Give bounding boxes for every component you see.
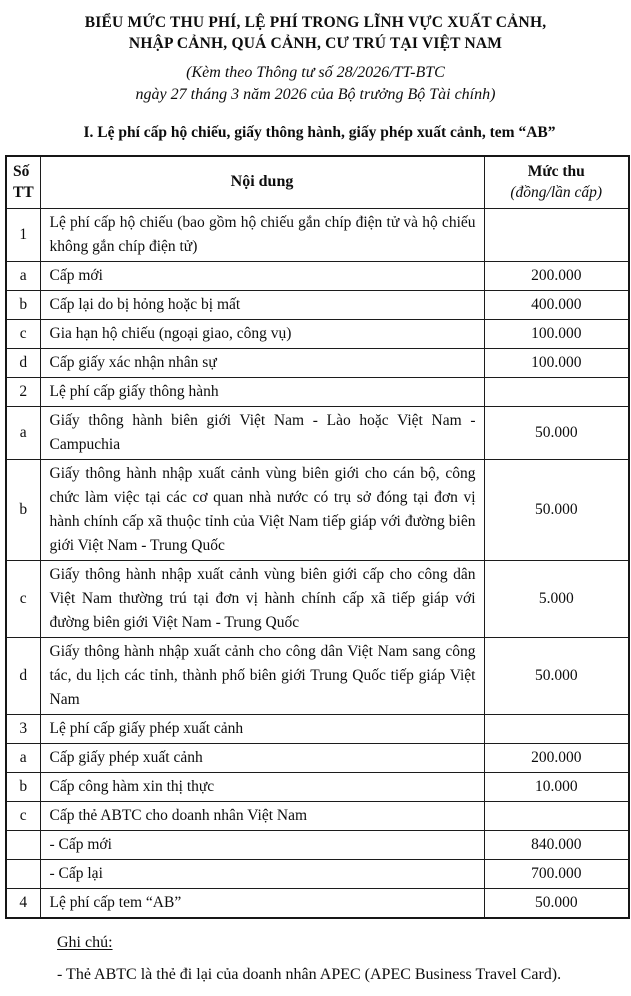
section-heading: I. Lệ phí cấp hộ chiếu, giấy thông hành, giấy phép xuất cảnh, tem “AB” bbox=[83, 124, 556, 141]
row-content: Cấp thẻ ABTC cho doanh nhân Việt Nam bbox=[40, 801, 484, 830]
row-fee: 100.000 bbox=[484, 348, 629, 377]
row-fee: 200.000 bbox=[484, 743, 629, 772]
table-row bbox=[6, 859, 629, 888]
document-title-line1: BIỂU MỨC THU PHÍ, LỆ PHÍ TRONG LĨNH VỰC XUẤT CẢNH, bbox=[84, 14, 547, 31]
row-content: Cấp lại do bị hỏng hoặc bị mất bbox=[40, 290, 484, 319]
table-row bbox=[6, 406, 629, 459]
row-stt: c bbox=[6, 801, 40, 830]
fee-table-body bbox=[6, 208, 629, 918]
column-header-content: Nội dung bbox=[40, 156, 484, 208]
row-stt: d bbox=[6, 348, 40, 377]
row-content: - Cấp lại bbox=[40, 859, 484, 888]
table-row bbox=[6, 208, 629, 261]
header-row bbox=[6, 156, 629, 208]
note-abtc: - Thẻ ABTC là thẻ đi lại của doanh nhân APEC (APEC Business Travel Card). bbox=[57, 965, 562, 983]
row-stt: 3 bbox=[6, 714, 40, 743]
row-content: Gia hạn hộ chiếu (ngoại giao, công vụ) bbox=[40, 319, 484, 348]
row-fee bbox=[484, 377, 629, 406]
row-fee: 50.000 bbox=[484, 637, 629, 714]
row-stt: a bbox=[6, 743, 40, 772]
row-fee: 700.000 bbox=[484, 859, 629, 888]
row-fee: 5.000 bbox=[484, 560, 629, 637]
row-fee: 100.000 bbox=[484, 319, 629, 348]
row-content: Giấy thông hành nhập xuất cảnh cho công dân Việt Nam sang công tác, du lịch các tỉnh, thành phố biên giới Trung Quốc tiếp giáp Việt Nam bbox=[40, 637, 484, 714]
column-header-fee-unit: (đồng/lần cấp) bbox=[510, 184, 603, 202]
row-fee bbox=[484, 208, 629, 261]
fee-table bbox=[5, 155, 630, 919]
document-title-line2: NHẬP CẢNH, QUÁ CẢNH, CƯ TRÚ TẠI VIỆT NAM bbox=[128, 35, 503, 52]
document-subtitle-line2: ngày 27 tháng 3 năm 2026 của Bộ trưởng Bộ Tài chính) bbox=[135, 86, 496, 103]
row-fee: 50.000 bbox=[484, 459, 629, 560]
row-content: Cấp mới bbox=[40, 261, 484, 290]
fee-table-header bbox=[6, 156, 629, 208]
row-stt bbox=[6, 859, 40, 888]
row-content: Cấp giấy phép xuất cảnh bbox=[40, 743, 484, 772]
row-stt: d bbox=[6, 637, 40, 714]
table-row bbox=[6, 714, 629, 743]
notes-label: Ghi chú: bbox=[57, 933, 113, 951]
row-stt: a bbox=[6, 406, 40, 459]
row-content: Lệ phí cấp hộ chiếu (bao gồm hộ chiếu gắn chíp điện tử và hộ chiếu không gắn chíp điện tử) bbox=[40, 208, 484, 261]
row-content: Cấp công hàm xin thị thực bbox=[40, 772, 484, 801]
notes-section bbox=[2, 932, 629, 986]
row-fee: 50.000 bbox=[484, 888, 629, 918]
table-row bbox=[6, 801, 629, 830]
document-subtitle bbox=[2, 62, 629, 106]
column-header-fee bbox=[484, 156, 629, 208]
row-stt bbox=[6, 830, 40, 859]
row-fee bbox=[484, 714, 629, 743]
row-content: Giấy thông hành biên giới Việt Nam - Lào hoặc Việt Nam - Campuchia bbox=[40, 406, 484, 459]
column-header-stt-line1: Số bbox=[13, 163, 30, 181]
row-stt: 1 bbox=[6, 208, 40, 261]
row-stt: 2 bbox=[6, 377, 40, 406]
table-row bbox=[6, 261, 629, 290]
row-content: Lệ phí cấp giấy thông hành bbox=[40, 377, 484, 406]
row-fee: 10.000 bbox=[484, 772, 629, 801]
row-content: - Cấp mới bbox=[40, 830, 484, 859]
table-row bbox=[6, 319, 629, 348]
row-fee: 840.000 bbox=[484, 830, 629, 859]
table-row bbox=[6, 459, 629, 560]
row-content: Lệ phí cấp tem “AB” bbox=[40, 888, 484, 918]
column-header-stt bbox=[6, 156, 40, 208]
row-stt: c bbox=[6, 560, 40, 637]
table-row bbox=[6, 637, 629, 714]
table-row bbox=[6, 743, 629, 772]
row-stt: a bbox=[6, 261, 40, 290]
document-subtitle-line1: (Kèm theo Thông tư số 28/2026/TT-BTC bbox=[186, 64, 445, 81]
document-title bbox=[2, 12, 629, 54]
table-row bbox=[6, 560, 629, 637]
row-stt: b bbox=[6, 772, 40, 801]
row-fee: 200.000 bbox=[484, 261, 629, 290]
table-row bbox=[6, 377, 629, 406]
row-content: Giấy thông hành nhập xuất cảnh vùng biên giới cấp cho công dân Việt Nam thường trú tại đơn vị hành chính cấp xã tiếp giáp với đường biên giới Việt Nam - Trung Quốc bbox=[40, 560, 484, 637]
table-row bbox=[6, 888, 629, 918]
row-content: Giấy thông hành nhập xuất cảnh vùng biên giới cho cán bộ, công chức làm việc tại các cơ quan nhà nước có trụ sở đóng tại đơn vị hành chính cấp xã thuộc tỉnh của Việt Nam tiếp giáp với đường biên giới Việt Nam - Trung Quốc bbox=[40, 459, 484, 560]
row-stt: 4 bbox=[6, 888, 40, 918]
table-row bbox=[6, 772, 629, 801]
row-fee: 50.000 bbox=[484, 406, 629, 459]
column-header-fee-title: Mức thu bbox=[527, 163, 585, 181]
row-stt: b bbox=[6, 459, 40, 560]
row-content: Cấp giấy xác nhận nhân sự bbox=[40, 348, 484, 377]
row-fee bbox=[484, 801, 629, 830]
row-fee: 400.000 bbox=[484, 290, 629, 319]
column-header-stt-line2: TT bbox=[13, 184, 34, 202]
row-stt: b bbox=[6, 290, 40, 319]
row-stt: c bbox=[6, 319, 40, 348]
row-content: Lệ phí cấp giấy phép xuất cảnh bbox=[40, 714, 484, 743]
table-row bbox=[6, 290, 629, 319]
table-row bbox=[6, 348, 629, 377]
table-row bbox=[6, 830, 629, 859]
